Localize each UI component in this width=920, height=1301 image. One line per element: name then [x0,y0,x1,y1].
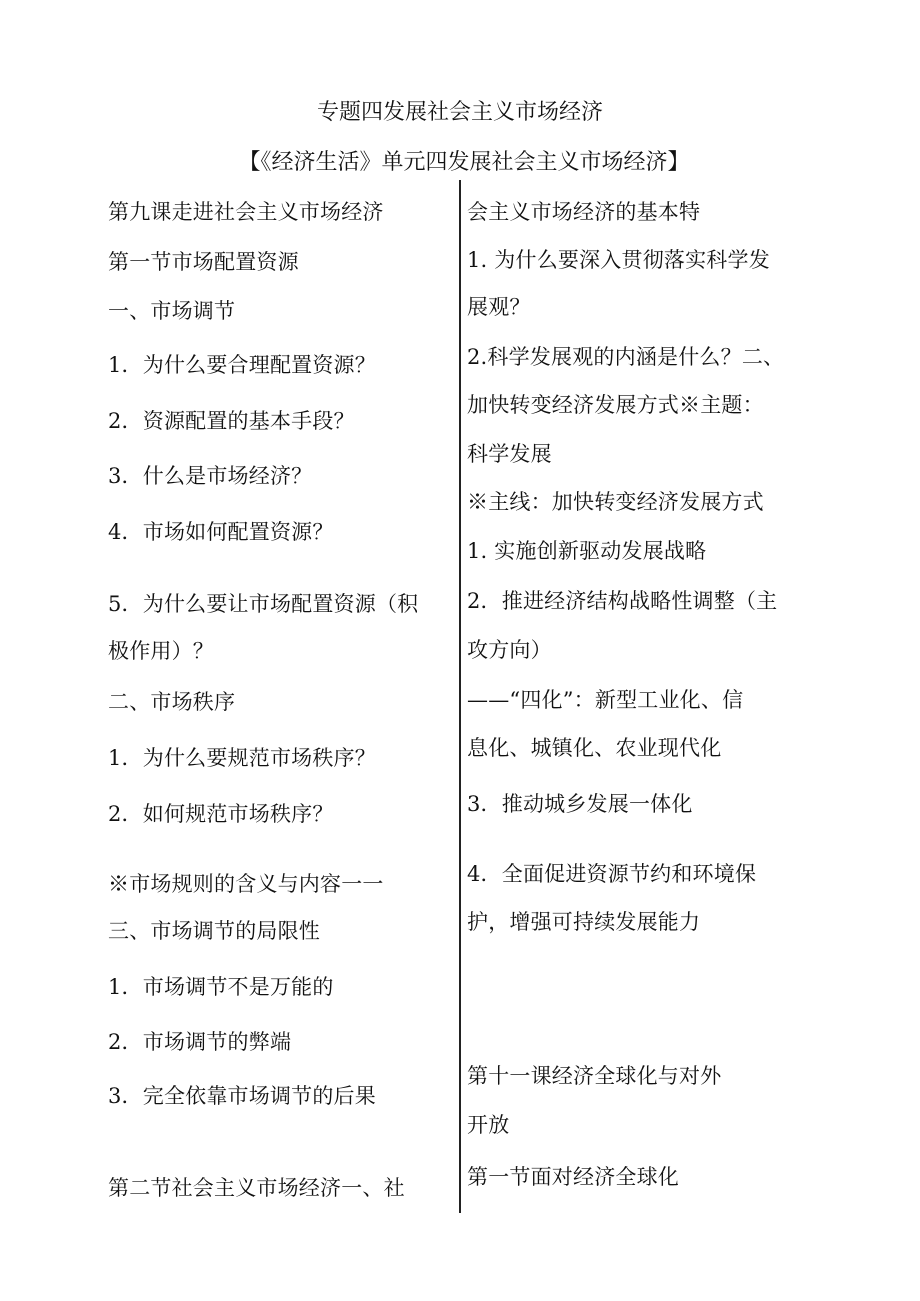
text-line: ——“四化”：新型工业化、信 [467,688,744,712]
text-line: 息化、城镇化、农业现代化 [467,736,722,760]
list-item-continued: 护，增强可持续发展能力 [467,910,701,934]
list-item: 2.科学发展观的内涵是什么？二、 [467,345,785,369]
list-item: 2．如何规范市场秩序？ [108,802,334,826]
list-item-continued: 极作用）？ [108,639,214,663]
list-item: 4．市场如何配置资源？ [108,520,334,544]
text-line: 加快转变经济发展方式※主题： [467,393,764,417]
list-item: 2．市场调节的弊端 [108,1030,292,1054]
text-line: 会主义市场经济的基本特 [467,200,701,224]
subsection-heading: 一、市场调节 [108,299,236,323]
list-item: 3．什么是市场经济？ [108,464,313,488]
list-item: 3．完全依靠市场调节的后果 [108,1084,376,1108]
list-item: 1．为什么要规范市场秩序？ [108,746,376,770]
note-line: ※主线：加快转变经济发展方式 [467,490,764,514]
section-heading: 第二节社会主义市场经济一、社 [108,1176,405,1200]
list-item: 5．为什么要让市场配置资源（积 [108,592,419,616]
section-heading: 第一节面对经济全球化 [467,1165,679,1189]
lesson-heading: 第九课走进社会主义市场经济 [108,200,384,224]
subsection-heading: 三、市场调节的局限性 [108,919,320,943]
note-line: ※市场规则的含义与内容一一 [108,872,384,896]
subsection-heading: 二、市场秩序 [108,690,236,714]
list-item: 4．全面促进资源节约和环境保 [467,862,757,886]
list-item: 1. 为什么要深入贯彻落实科学发 [467,248,770,272]
list-item: 1. 实施创新驱动发展战略 [467,539,707,563]
section-heading: 第一节市场配置资源 [108,250,299,274]
page-subtitle: 【《经济生活》单元四发展社会主义市场经济】 [238,150,690,175]
page-title: 专题四发展社会主义市场经济 [316,100,603,125]
lesson-heading-continued: 开放 [467,1113,510,1137]
list-item: 2．资源配置的基本手段？ [108,409,355,433]
column-divider [459,180,461,1213]
list-item: 3．推动城乡发展一体化 [467,792,693,816]
list-item: 1．为什么要合理配置资源？ [108,353,376,377]
text-line: 科学发展 [467,442,552,466]
list-item-continued: 展观？ [467,295,531,319]
list-item-continued: 攻方向） [467,638,552,662]
list-item: 1．市场调节不是万能的 [108,975,334,999]
list-item: 2．推进经济结构战略性调整（主 [467,589,778,613]
lesson-heading: 第十一课经济全球化与对外 [467,1064,722,1088]
